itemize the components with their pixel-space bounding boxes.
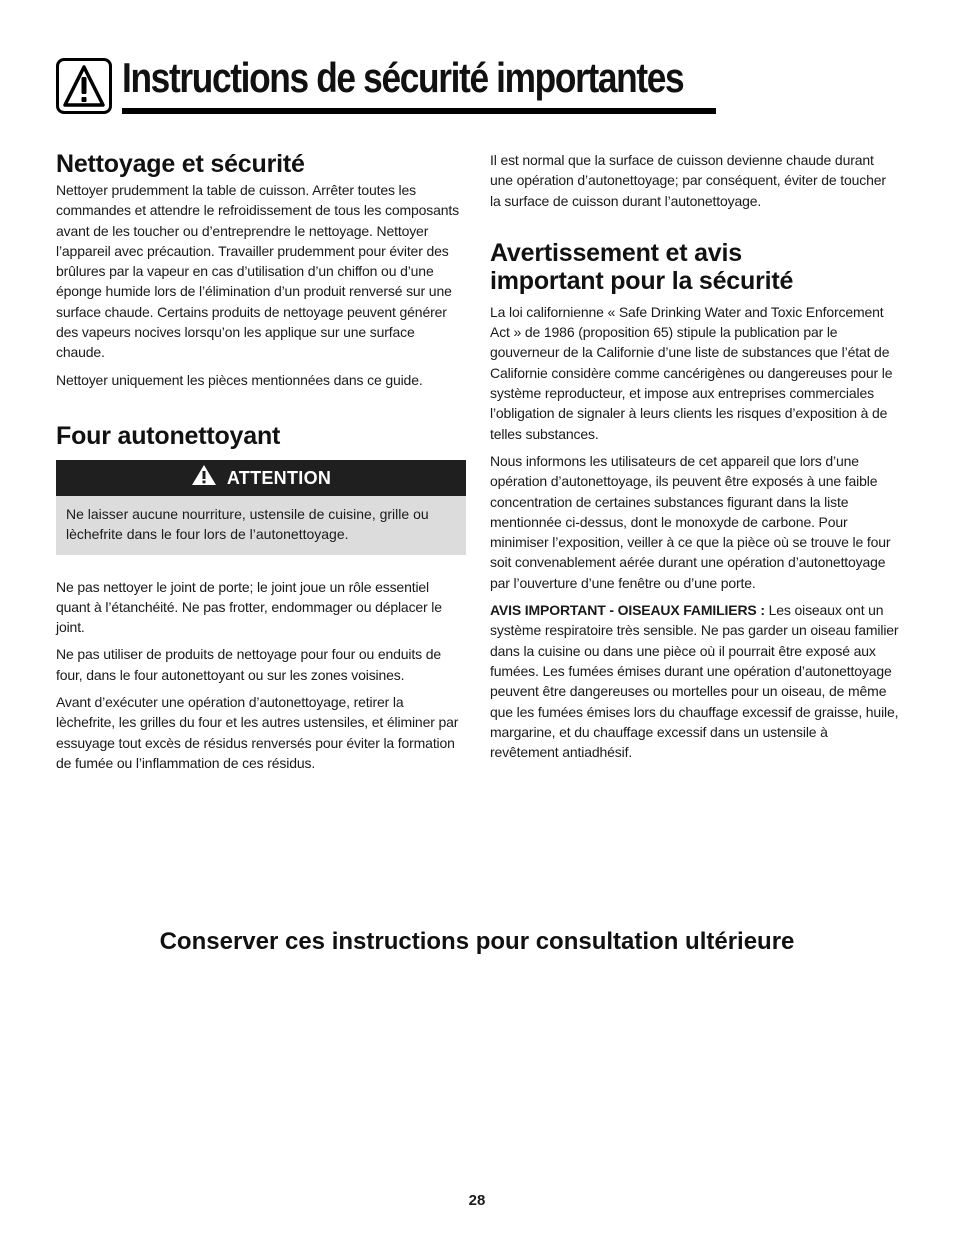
title-underline <box>122 108 716 114</box>
oven-paragraph-3: Avant d’exécuter une opération d’autonettoyage, retirer la lèchefrite, les grilles du four et les autres ustensiles, et éliminer par essuyage tout excès de résidus renversés pour éviter la formation de fumée ou l’inflammation de ces résidus. <box>56 694 459 771</box>
cleaning-paragraph-2: Nettoyer uniquement les pièces mentionnées dans ce guide. <box>56 371 423 388</box>
prop65-paragraph: La loi californienne « Safe Drinking Water and Toxic Enforcement Act » de 1986 (proposition 65) stipule la publication par le gouverneur de la Californie d’une liste de substances que l’état de Californie considère comme cancérigènes ou dangereuses pour le système reproducteur, et impose aux entreprises commerciales l’obligation de signaler à leurs clients les risques d’exposition à de telles substances. <box>490 303 893 442</box>
oven-paragraph-1: Ne pas nettoyer le joint de porte; le joint joue un rôle essentiel quant à l’étanchéité. Ne pas frotter, endommager ou déplacer le joint. <box>56 578 442 636</box>
self-clean-oven-heading: Four autonettoyant <box>56 421 281 450</box>
left-column <box>56 150 466 780</box>
attention-text: Ne laisser aucune nourriture, ustensile de cuisine, grille ou lèchefrite dans le four lors de l’autonettoyage. <box>56 496 466 555</box>
page-number: 28 <box>468 1192 486 1209</box>
page-title: Instructions de sécurité importantes <box>122 54 684 101</box>
attention-bar <box>56 460 466 496</box>
attention-warning-icon <box>191 464 217 491</box>
attention-label: ATTENTION <box>226 467 332 488</box>
attention-box <box>56 460 466 555</box>
hot-surface-paragraph: Il est normal que la surface de cuisson devienne chaude durant une opération d’autonettoyage; par conséquent, éviter de toucher la surface de cuisson durant l’autonettoyage. <box>490 152 886 209</box>
save-instructions-banner: Conserver ces instructions pour consultation ultérieure <box>159 928 795 955</box>
right-column <box>490 150 900 769</box>
page-header <box>56 52 716 116</box>
warning-heading-line-1: Avertissement et avis <box>490 238 742 267</box>
warning-triangle-icon <box>56 58 112 114</box>
birds-notice-text: Les oiseaux ont un système respiratoire très sensible. Ne pas garder un oiseau familier dans la cuisine ou dans une pièce où il pourrait être exposé aux fumées. Les fumées émises durant une opération d’autonettoyage peuvent être dangereuses ou mortelles pour un oiseau, de même que les fumées émises lors du chauffage excessif de graisse, huile, margarine, et du chauffage excessif dans un ustensile à revêtement antiadhésif. <box>490 602 899 761</box>
cleaning-heading: Nettoyage et sécurité <box>56 150 305 178</box>
oven-paragraph-2: Ne pas utiliser de produits de nettoyage pour four ou enduits de four, dans le four autonettoyant ou sur les zones voisines. <box>56 646 441 683</box>
cleaning-paragraph-1: Nettoyer prudemment la table de cuisson. Arrêter toutes les commandes et attendre le refroidissement de tous les composants avant de les toucher ou d’entreprendre le nettoyage. Nettoyer l’appareil avec précaution. Travailler prudemment pour éviter des brûlures par la vapeur en cas d’utilisation d’un chiffon ou d’une éponge humide lors de l’élimination d’un produit renversé sur une surface chaude. Certains produits de nettoyage peuvent générer des vapeurs nocives lorsqu’on les applique sur une surface chaude. <box>56 182 459 361</box>
birds-notice-label: AVIS IMPORTANT - OISEAUX FAMILIERS : <box>490 602 765 619</box>
exposure-paragraph: Nous informons les utilisateurs de cet appareil que lors d’une opération d’autonettoyage, ils peuvent être exposés à une faible concentration de certaines substances figurant dans la liste mentionnée ci-dessus, dont le monoxyde de carbone. Pour minimiser l’exposition, veiller à ce que la pièce où se trouve le four soit convenablement aérée durant une opération d’autonettoyage par l’ouverture d’une fenêtre ou d’une porte. <box>490 452 891 591</box>
warning-heading <box>490 239 900 295</box>
birds-paragraph <box>490 600 900 762</box>
warning-heading-line-2: important pour la sécurité <box>490 266 794 295</box>
